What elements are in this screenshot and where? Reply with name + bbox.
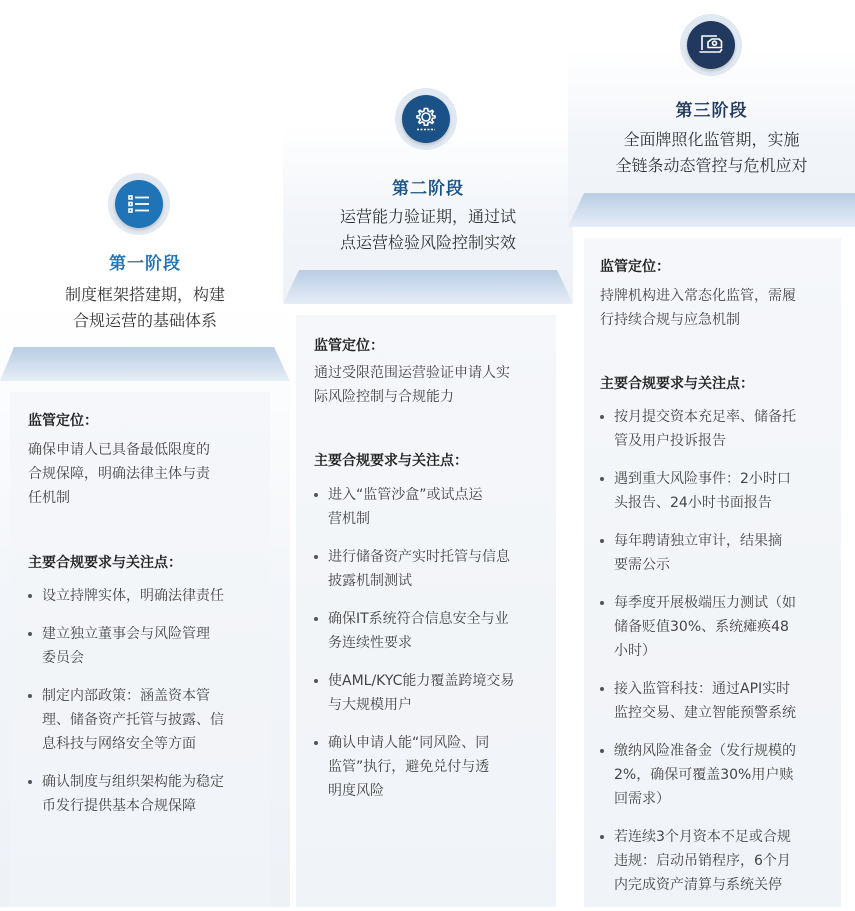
list-item: 接入监管科技：通过API实时 监控交易、建立智能预警系统 [598, 677, 796, 725]
stage-3-platform [568, 193, 855, 227]
list-item: 设立持牌实体，明确法律责任 [26, 584, 224, 608]
stage-3-subtitle: 全面牌照化监管期，实施 全链条动态管控与危机应对 [615, 130, 808, 175]
stage-2-subtitle: 运营能力验证期，通过试 点运营检验风险控制实效 [339, 207, 516, 252]
stage-2-icon-badge [395, 88, 457, 150]
stage-1-platform [0, 347, 290, 381]
list-item: 每年聘请独立审计，结果摘 要需公示 [598, 529, 796, 577]
stage-3-requirements-heading: 主要合规要求与关注点： [600, 376, 754, 392]
stage-1-positioning-text: 确保申请人已具备最低限度的 合规保障，明确法律主体与责 任机制 [28, 442, 210, 506]
list-item: 每季度开展极端压力测试（如 储备贬值30%、系统瘫痪48 小时） [598, 591, 796, 663]
stage-2-positioning-heading: 监管定位： [314, 338, 384, 354]
stage-1-subtitle: 制度框架搭建期，构建 合规运营的基础体系 [64, 285, 225, 330]
list-item: 确保IT系统符合信息安全与业 务连续性要求 [312, 607, 514, 655]
monitor-shield-icon [696, 30, 726, 60]
stage-3-positioning-text: 持牌机构进入常态化监管，需履 行持续合规与应急机制 [600, 288, 796, 328]
stage-3-card [584, 238, 841, 907]
list-item: 若连续3个月资本不足或合规 违规：启动吊销程序，6个月 内完成资产清算与系统关停 [598, 825, 796, 897]
list-item: 建立独立董事会与风险管理 委员会 [26, 622, 224, 670]
list-item: 确认申请人能“同风险、同 监管”执行，避免兑付与透 明度风险 [312, 731, 514, 803]
stage-2-requirements-heading: 主要合规要求与关注点： [314, 453, 468, 469]
stage-1-requirements-heading: 主要合规要求与关注点： [28, 555, 182, 571]
stage-3-bullet-list [598, 405, 796, 911]
list-item: 确认制度与组织架构能为稳定 币发行提供基本合规保障 [26, 770, 224, 818]
list-item: 遇到重大风险事件：2小时口 头报告、24小时书面报告 [598, 467, 796, 515]
list-item: 进行储备资产实时托管与信息 披露机制测试 [312, 545, 514, 593]
stage-1-bullet-list [26, 584, 224, 832]
stage-2-positioning-text: 通过受限范围运营验证申请人实 际风险控制与合规能力 [314, 365, 510, 405]
stage-1-card [10, 392, 270, 907]
gear-icon [411, 104, 441, 134]
stage-1-title: 第一阶段 [109, 254, 181, 274]
stage-1-icon-badge [108, 173, 170, 235]
list-icon [125, 190, 153, 218]
list-item: 按月提交资本充足率、储备托 管及用户投诉报告 [598, 405, 796, 453]
stage-1-positioning-heading: 监管定位： [28, 413, 98, 429]
list-item: 使AML/KYC能力覆盖跨境交易 与大规模用户 [312, 669, 514, 717]
stage-2-card [296, 315, 556, 907]
stage-2-bullet-list [312, 483, 514, 817]
list-item: 进入“监管沙盒”或试点运 营机制 [312, 483, 514, 531]
stage-3-title: 第三阶段 [675, 101, 748, 121]
stage-2-title: 第二阶段 [392, 179, 464, 199]
stage-3-icon-badge [680, 14, 742, 76]
stage-2-platform [283, 270, 573, 304]
list-item: 缴纳风险准备金（发行规模的 2%，确保可覆盖30%用户赎 回需求） [598, 739, 796, 811]
stage-3-positioning-heading: 监管定位： [600, 259, 670, 275]
list-item: 制定内部政策：涵盖资本管 理、储备资产托管与披露、信 息科技与网络安全等方面 [26, 684, 224, 756]
